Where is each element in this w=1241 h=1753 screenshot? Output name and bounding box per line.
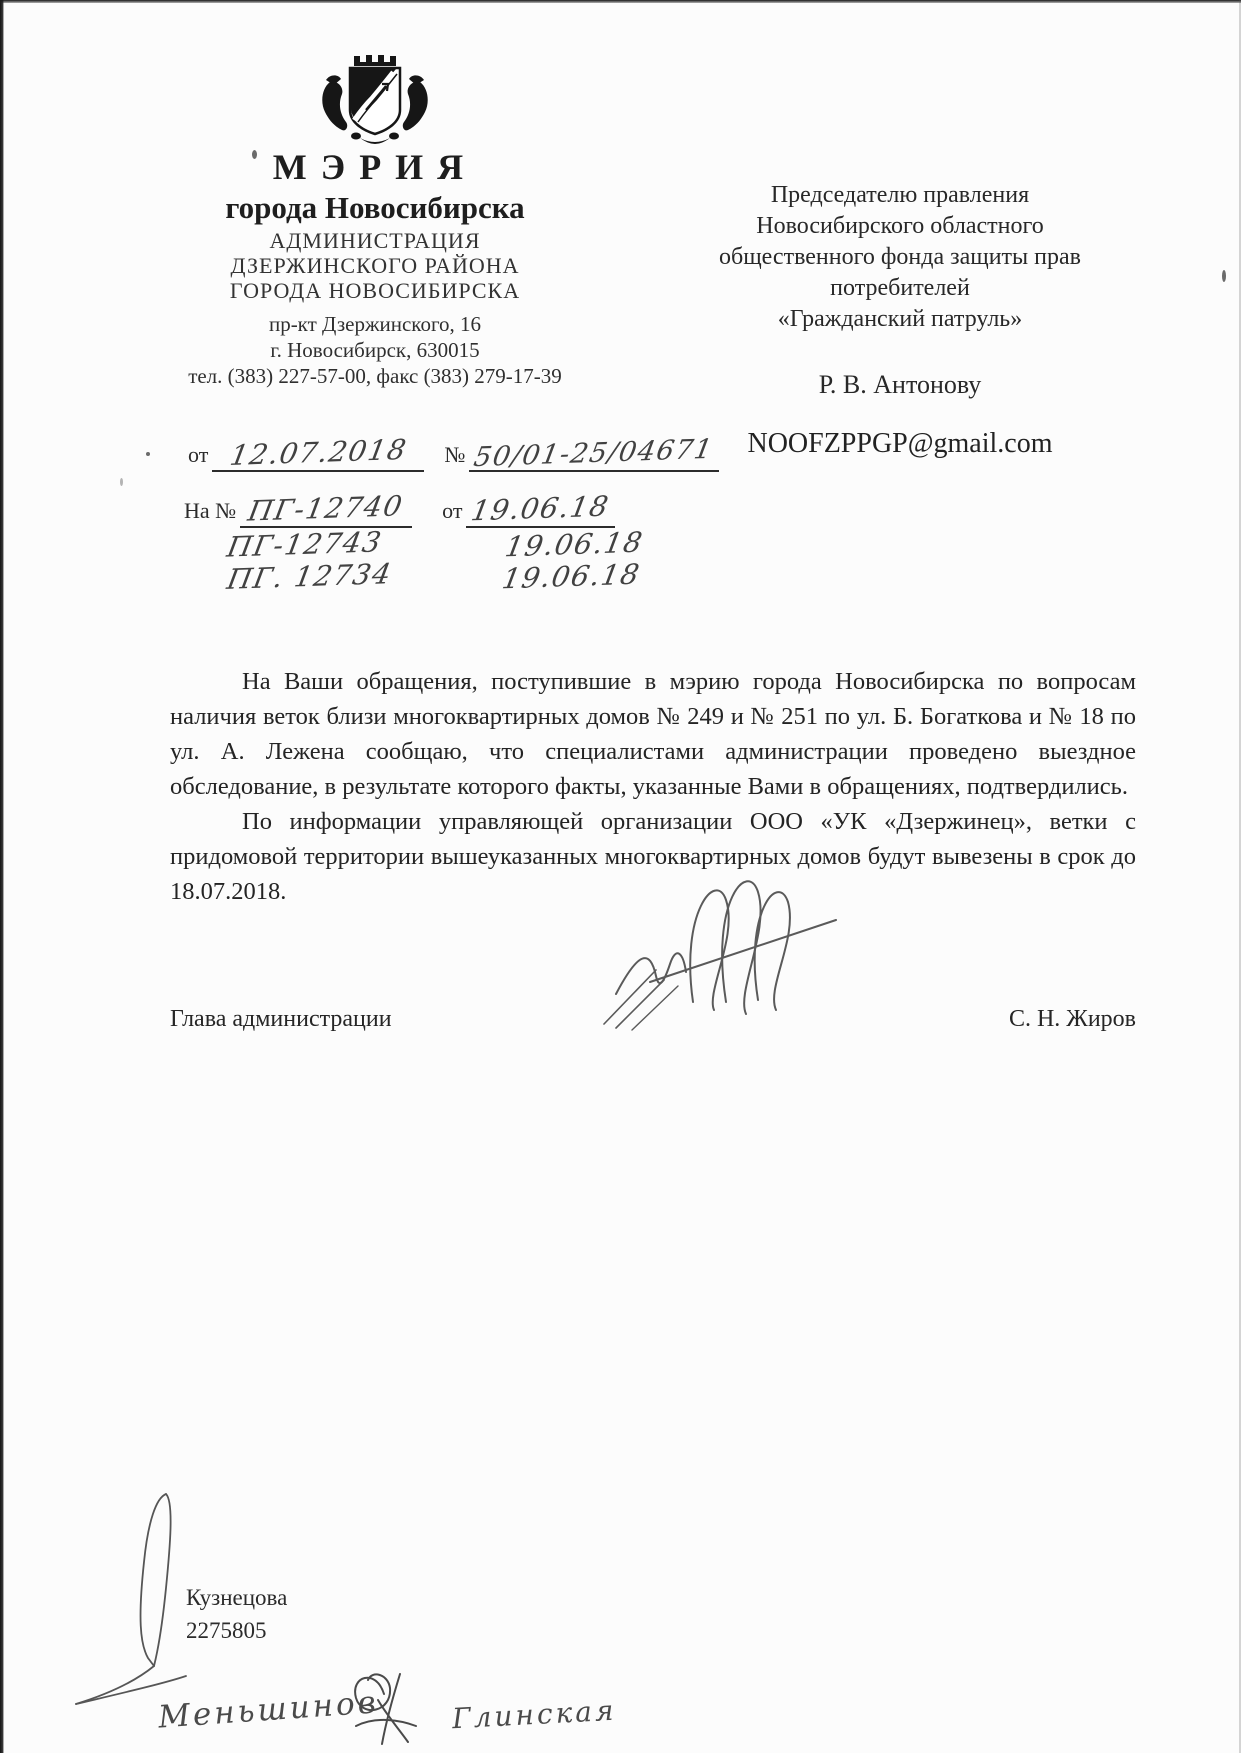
recipient-email: NOOFZPPGP@gmail.com [747,428,1053,459]
outgoing-date-field [212,432,424,473]
recipient-line: общественного фонда защиты прав [718,244,1081,270]
recipient-block [672,180,1128,335]
reply-number-field [240,489,412,528]
reply-date-handwritten: 19.06.18 [469,489,613,528]
scan-edge-left [0,0,4,1753]
extra-ref-date-handwritten: 19.06.18 [502,525,646,564]
signer-position: Глава администрации [170,1006,392,1032]
date-label: от [188,442,209,467]
org-subtitle-administration: АДМИНИСТРАЦИЯ [269,228,481,253]
outgoing-reference-line [188,432,719,474]
signer-name: С. Н. Жиров [1008,1006,1136,1032]
novosibirsk-coat-of-arms-icon [316,52,434,152]
recipient-line: потребителей [830,275,970,301]
recipient-line: «Гражданский патруль» [777,306,1023,332]
org-title: МЭРИЯ [272,147,478,187]
reply-date-label: от [442,498,463,523]
address-phone-fax: тел. (383) 227-57-00, факс (383) 279-17-39 [188,364,562,388]
scan-speck [120,478,123,486]
reply-label: На № [184,498,237,523]
scan-speck [1222,270,1226,282]
recipient-name: Р. В. Антонову [818,370,982,399]
recipient-line: Председателю правления [770,182,1030,208]
extra-ref-number-handwritten: ПГ. 12734 [224,557,395,596]
outgoing-date-handwritten: 12.07.2018 [227,432,410,473]
executor-name: Кузнецова [186,1585,288,1610]
extra-ref-date-handwritten: 19.06.18 [499,557,644,596]
body-paragraph-1: На Ваши обращения, поступившие в мэрию города Новосибирска по вопросам наличия веток близи многоквартирных домов № 249 и № 251 по ул. Б. Богаткова и № 18 по ул. А. Лежена сообщаю, что специалистами администрации проведено выездное обследование, в результате которого факты, указанные Вами в обращениях, подтвердились. [170,668,1136,800]
handwritten-signature [598,852,868,1032]
reply-date-field [466,489,615,528]
org-title-city: города Новосибирска [225,190,525,225]
handwritten-flourish-signature [342,1660,432,1750]
handwritten-note-2: Глинская [451,1693,618,1736]
scan-speck [146,452,150,456]
extra-reference-row [224,557,644,596]
body-paragraph-2: По информации управляющей организации ООО «УК «Дзержинец», ветки с придомовой территории вышеуказанных многоквартирных домов будут вывезены в срок до 18.07.2018. [170,808,1136,905]
reply-number-handwritten: ПГ-12740 [245,489,407,528]
org-subtitle-district: ДЗЕРЖИНСКОГО РАЙОНА [230,253,520,278]
address-street: пр-кт Дзержинского, 16 [268,312,482,336]
extra-reference-row [224,525,646,564]
recipient-line: Новосибирского областного [756,213,1044,239]
reply-reference-line [184,489,615,528]
handwritten-note-1: Меньшинов [157,1684,380,1736]
number-label: № [444,442,466,467]
outgoing-number-handwritten: 50/01-25/04671 [471,433,717,474]
executor-phone: 2275805 [186,1618,267,1643]
org-subtitle-city: ГОРОДА НОВОСИБИРСКА [229,278,521,303]
address-city: г. Новосибирск, 630015 [270,338,480,362]
extra-ref-number-handwritten: ПГ-12743 [224,525,385,564]
scan-edge-top [0,0,1241,3]
